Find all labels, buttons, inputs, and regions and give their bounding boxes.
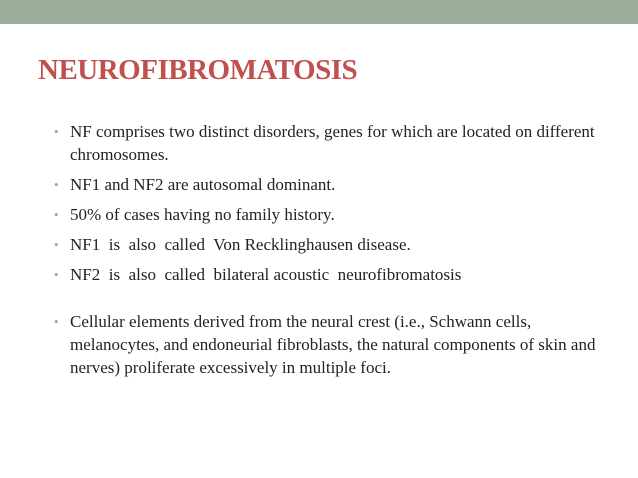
- bullet-text: Cellular elements derived from the neural crest (i.e., Schwann cells, melanocytes, and endoneurial fibroblasts, the natural components of skin and nerves) proliferate excessively in multiple foci.: [70, 312, 596, 377]
- bullet-item: [54, 263, 614, 286]
- top-accent-bar: [0, 0, 638, 24]
- bullet-marker-icon: •: [54, 124, 59, 139]
- bullet-item: [54, 173, 614, 196]
- bullet-marker-icon: •: [54, 237, 59, 252]
- bullet-text: NF1 is also called Von Recklinghausen disease.: [70, 235, 411, 254]
- bullet-marker-icon: •: [54, 267, 59, 282]
- bullet-item: [54, 233, 614, 256]
- bullet-text: 50% of cases having no family history.: [70, 205, 335, 224]
- bullet-marker-icon: •: [54, 177, 59, 192]
- bullet-text: NF comprises two distinct disorders, genes for which are located on different chromosomes.: [70, 122, 595, 164]
- bullet-text: NF1 and NF2 are autosomal dominant.: [70, 175, 336, 194]
- bullet-list: [54, 120, 614, 386]
- slide-title: NEUROFIBROMATOSIS: [38, 54, 358, 86]
- bullet-text: NF2 is also called bilateral acoustic neurofibromatosis: [70, 265, 462, 284]
- bullet-item: [54, 203, 614, 226]
- bullet-marker-icon: •: [54, 207, 59, 222]
- bullet-item: [54, 120, 614, 166]
- bullet-marker-icon: •: [54, 314, 59, 329]
- bullet-item: [54, 310, 614, 379]
